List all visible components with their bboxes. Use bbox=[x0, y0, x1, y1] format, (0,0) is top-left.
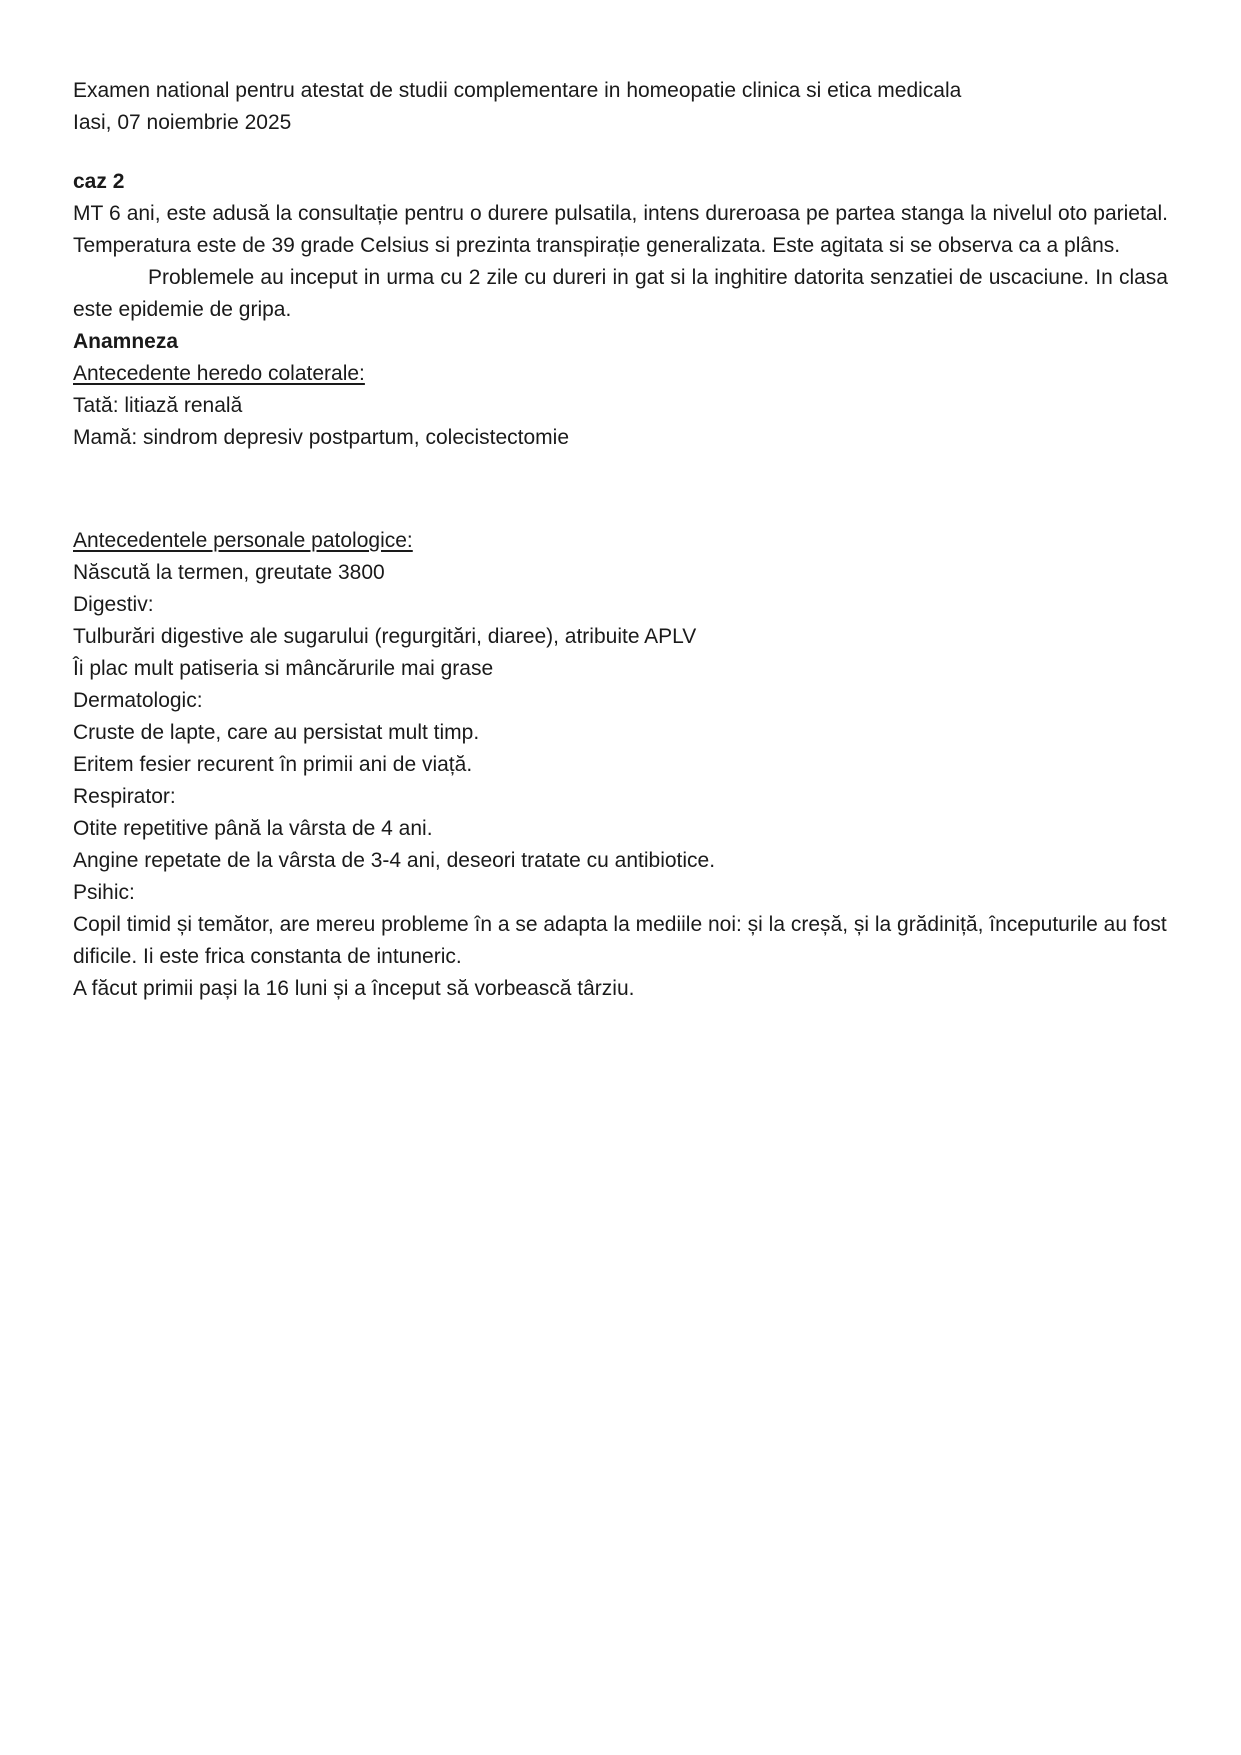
document-title: Examen national pentru atestat de studii complementare in homeopatie clinica si etica medicala bbox=[73, 79, 962, 102]
anamneza-title: Anamneza bbox=[73, 330, 179, 353]
respirator-note: Otite repetitive până la vârsta de 4 ani. bbox=[73, 817, 433, 840]
digestiv-note: Îi plac mult patiseria si mâncărurile mai grase bbox=[73, 657, 494, 680]
intro-paragraph-1: MT 6 ani, este adusă la consultație pentru o durere pulsatila, intens dureroasa pe partea stanga la nivelul oto parietal. Temperatura este de 39 grade Celsius si prezinta transpirație generalizata. Este agitata si se observa ca a plâns. bbox=[73, 202, 1168, 257]
document-header bbox=[73, 75, 1168, 139]
respirator-note: Angine repetate de la vârsta de 3-4 ani, deseori tratate cu antibiotice. bbox=[73, 849, 716, 872]
dermatologic-note: Cruste de lapte, care au persistat mult timp. bbox=[73, 721, 480, 744]
subsection-label-psihic: Psihic: bbox=[73, 881, 135, 904]
subsection-label-digestiv: Digestiv: bbox=[73, 593, 154, 616]
heredo-item-father: Tată: litiază renală bbox=[73, 394, 243, 417]
case-label: caz 2 bbox=[73, 170, 125, 193]
psihic-note: Copil timid și temător, are mereu probleme în a se adapta la mediile noi: și la creșă, și la grădiniță, începuturile au fost dificile. Ii este frica constanta de intuneric. bbox=[73, 913, 1167, 968]
heredo-item-mother: Mamă: sindrom depresiv postpartum, colecistectomie bbox=[73, 426, 570, 449]
dermatologic-note: Eritem fesier recurent în primii ani de viață. bbox=[73, 753, 473, 776]
subsection-label-dermatologic: Dermatologic: bbox=[73, 689, 203, 712]
birth-note: Născută la termen, greutate 3800 bbox=[73, 561, 385, 584]
heredo-heading: Antecedente heredo colaterale: bbox=[73, 362, 365, 385]
psihic-note: A făcut primii pași la 16 luni și a început să vorbească târziu. bbox=[73, 977, 635, 1000]
digestiv-note: Tulburări digestive ale sugarului (regurgitări, diaree), atribuite APLV bbox=[73, 625, 697, 648]
intro-paragraph-2: Problemele au inceput in urma cu 2 zile cu dureri in gat si la inghitire datorita senzatiei de uscaciune. In clasa este epidemie de gripa. bbox=[73, 266, 1168, 321]
subsection-label-respirator: Respirator: bbox=[73, 785, 176, 808]
personale-heading: Antecedentele personale patologice: bbox=[73, 529, 413, 552]
document-date: Iasi, 07 noiembrie 2025 bbox=[73, 111, 292, 134]
